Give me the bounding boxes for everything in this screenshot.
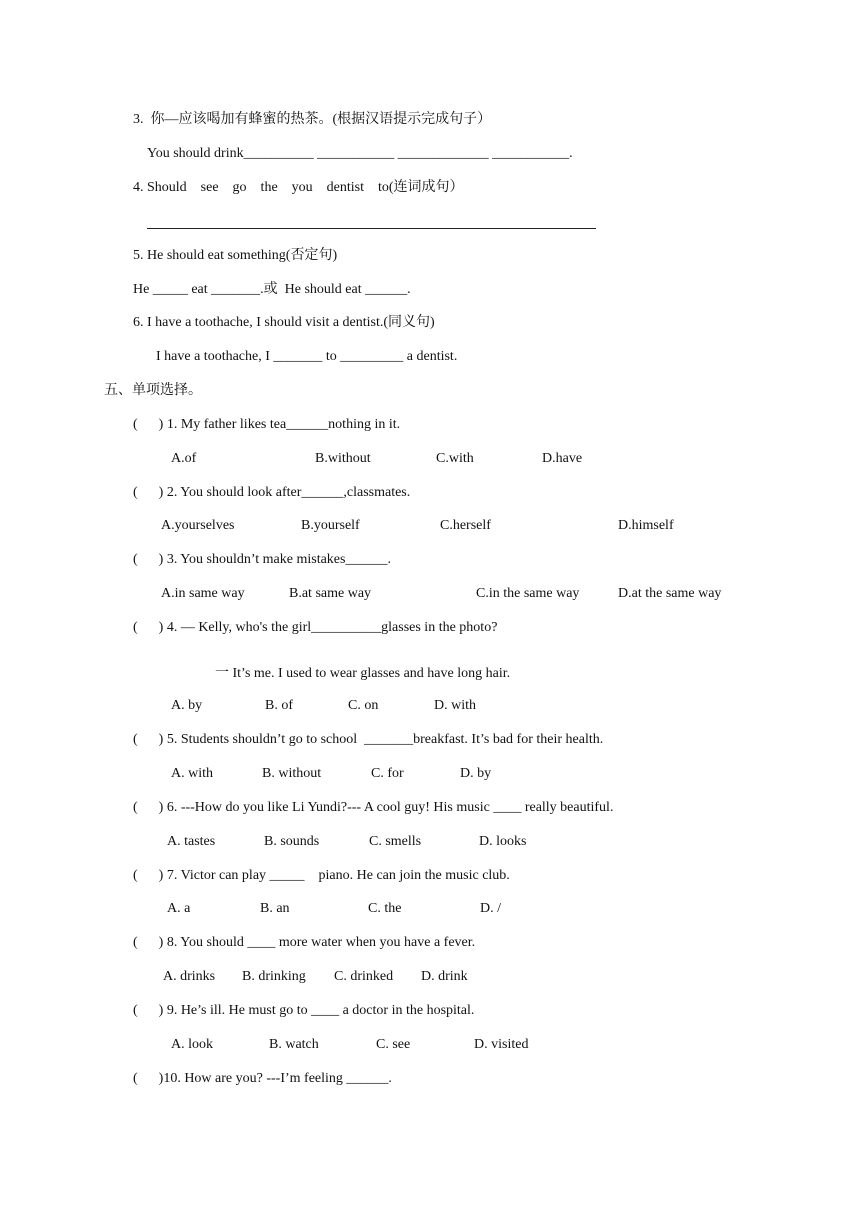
mc-option: D. looks: [479, 834, 527, 849]
q3-prompt: 3. 你—应该喝加有蜂蜜的热茶。(根据汉语提示完成句子）: [133, 112, 492, 127]
mc-option: D. visited: [474, 1037, 529, 1052]
mc-question-stem: ( ) 8. You should ____ more water when you have a fever.: [133, 935, 476, 950]
q5-answer-line: He _____ eat _______.或 He should eat ______.: [133, 282, 411, 297]
mc-option: D. drink: [421, 969, 468, 984]
mc-option: C. for: [371, 766, 404, 781]
q3-answer-line: You should drink__________ ___________ _____________ ___________.: [147, 146, 573, 161]
mc-option: C. drinked: [334, 969, 394, 984]
q6-answer-line: I have a toothache, I _______ to _________ a dentist.: [156, 349, 458, 364]
mc-option: D. with: [434, 698, 476, 713]
mc-option: A.yourselves: [161, 518, 235, 533]
mc-question-stem: ( ) 1. My father likes tea______nothing in it.: [133, 417, 401, 432]
mc-option: B. without: [262, 766, 322, 781]
q4-answer-rule: [147, 228, 596, 229]
q5-prompt: 5. He should eat something(否定句): [133, 248, 338, 263]
section5-heading: 五、单项选择。: [104, 383, 202, 398]
mc-question-stem: ( ) 9. He’s ill. He must go to ____ a doctor in the hospital.: [133, 1003, 475, 1018]
mc-option: D. /: [480, 901, 501, 916]
mc-option: A. drinks: [163, 969, 216, 984]
mc-question-reply: 一 It’s me. I used to wear glasses and have long hair.: [215, 666, 511, 681]
mc-option: C. the: [368, 901, 402, 916]
mc-option: C. smells: [369, 834, 422, 849]
mc-option: A. with: [171, 766, 213, 781]
mc-option: B.yourself: [301, 518, 360, 533]
mc-option: B.without: [315, 451, 371, 466]
mc-option: D. by: [460, 766, 492, 781]
mc-question-stem: ( ) 2. You should look after______,classmates.: [133, 485, 411, 500]
mc-option: B.at same way: [289, 586, 372, 601]
mc-question-stem: ( )10. How are you? ---I’m feeling ______.: [133, 1071, 392, 1086]
mc-question-stem: ( ) 6. ---How do you like Li Yundi?--- A cool guy! His music ____ really beautiful.: [133, 800, 614, 815]
q6-prompt: 6. I have a toothache, I should visit a dentist.(同义句): [133, 315, 435, 330]
mc-option: B. drinking: [242, 969, 306, 984]
mc-option: A.in same way: [161, 586, 245, 601]
mc-option: A.of: [171, 451, 197, 466]
mc-option: A. a: [167, 901, 191, 916]
mc-option: A. tastes: [167, 834, 216, 849]
mc-option: A. look: [171, 1037, 213, 1052]
mc-option: A. by: [171, 698, 203, 713]
mc-option: D.at the same way: [618, 586, 722, 601]
mc-question-stem: ( ) 4. — Kelly, who's the girl__________glasses in the photo?: [133, 620, 498, 635]
mc-option: C.herself: [440, 518, 491, 533]
mc-option: B. of: [265, 698, 293, 713]
mc-option: C. see: [376, 1037, 411, 1052]
mc-question-stem: ( ) 7. Victor can play _____ piano. He can join the music club.: [133, 868, 510, 883]
mc-option: B. watch: [269, 1037, 319, 1052]
mc-option: C.with: [436, 451, 474, 466]
mc-option: D.have: [542, 451, 583, 466]
mc-question-stem: ( ) 5. Students shouldn’t go to school _______breakfast. It’s bad for their health.: [133, 732, 604, 747]
q4-prompt: 4. Should see go the you dentist to(连词成句）: [133, 180, 464, 195]
mc-option: B. sounds: [264, 834, 320, 849]
mc-option: D.himself: [618, 518, 674, 533]
mc-option: C.in the same way: [476, 586, 580, 601]
mc-option: C. on: [348, 698, 379, 713]
mc-question-stem: ( ) 3. You shouldn’t make mistakes______.: [133, 552, 391, 567]
mc-option: B. an: [260, 901, 290, 916]
